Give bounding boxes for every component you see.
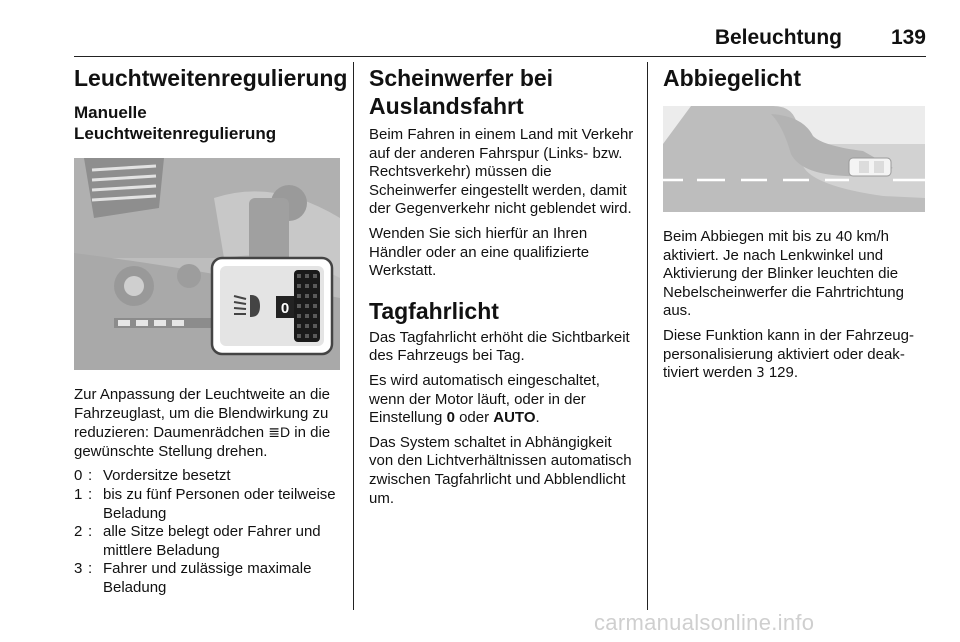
paragraph-adjustment: Zur Anpassung der Leuchtweite an die Fahrzeuglast, um die Blendwirkung zu reduzieren: Daumenrädchen ≣D in die gewünschte Stellung drehen. bbox=[74, 386, 331, 460]
page-header bbox=[74, 26, 926, 57]
dashboard-thumbwheel-illustration bbox=[74, 158, 340, 370]
subheading-manual: Manuelle Leuchtweitenregulierung bbox=[74, 103, 277, 143]
watermark: carmanualsonline.info bbox=[594, 610, 815, 635]
page-number: 139 bbox=[890, 26, 926, 49]
paragraph-dealer: Wenden Sie sich hierfür an Ihren Händler oder an eine qualifizierte Werkstatt. bbox=[369, 224, 590, 280]
list-item: 0 : Vordersitze besetzt bbox=[74, 467, 231, 485]
paragraph-cornering: Beim Abbiegen mit bis zu 40 km/h aktiviert. Je nach Lenkwinkel und Aktivierung der Blinker leuchten die Nebelscheinwerfer die Fahrtrichtung aus. bbox=[663, 228, 904, 320]
list-item: 3 : Fahrer und zulässige maximale Beladung bbox=[74, 560, 312, 596]
list-item: 2 : alle Sitze belegt oder Fahrer und mittlere Beladung bbox=[74, 523, 321, 559]
column-cornering-light bbox=[663, 62, 929, 390]
cornering-light-illustration bbox=[663, 106, 925, 212]
heading-tagfahrlicht: Tagfahrlicht bbox=[369, 297, 499, 324]
list-item: 1 : bis zu fünf Personen oder teilweise Beladung bbox=[74, 485, 336, 522]
page-reference-icon: 3 bbox=[756, 366, 765, 382]
column-foreign-driving bbox=[369, 62, 635, 514]
paragraph-switching: Das System schaltet in Abhängigkeit von den Lichtverhältnissen automatisch zwischen Tagfahrlicht und Abblendlicht um. bbox=[369, 433, 632, 507]
column-divider bbox=[353, 62, 354, 610]
paragraph-visibility: Das Tagfahrlicht erhöht die Sichtbarkeit des Fahrzeugs bei Tag. bbox=[369, 328, 630, 365]
headlight-range-icon: ≣D bbox=[268, 424, 291, 441]
column-divider bbox=[647, 62, 648, 610]
heading-scheinwerfer-auslandsfahrt: Scheinwerfer bei Auslandsfahrt bbox=[369, 65, 554, 119]
thumbwheel-position-label: 0 bbox=[280, 300, 290, 317]
section-title: Beleuchtung bbox=[714, 26, 842, 49]
paragraph-auto-on: Es wird automatisch eingeschaltet, wenn der Motor läuft, oder in der Einstellung 0 oder AUTO. bbox=[369, 371, 600, 427]
heading-abbiegelicht: Abbiegelicht bbox=[663, 65, 802, 91]
paragraph-personalisation: Diese Funktion kann in der Fahrzeugpersonalisierung aktiviert oder deaktiviert werden 3 129. bbox=[663, 326, 914, 382]
heading-leuchtweitenregulierung: Leuchtweitenregulierung bbox=[74, 65, 348, 91]
load-settings-list bbox=[74, 467, 340, 597]
column-headlight-range bbox=[74, 62, 348, 598]
paragraph-foreign-driving: Beim Fahren in einem Land mit Verkehr auf der anderen Fahrspur (Links- bzw. Rechtsverkehr) müssen die Scheinwerfer eingestellt werden, damit der Gegenverkehr nicht geblendet wird. bbox=[369, 126, 634, 218]
